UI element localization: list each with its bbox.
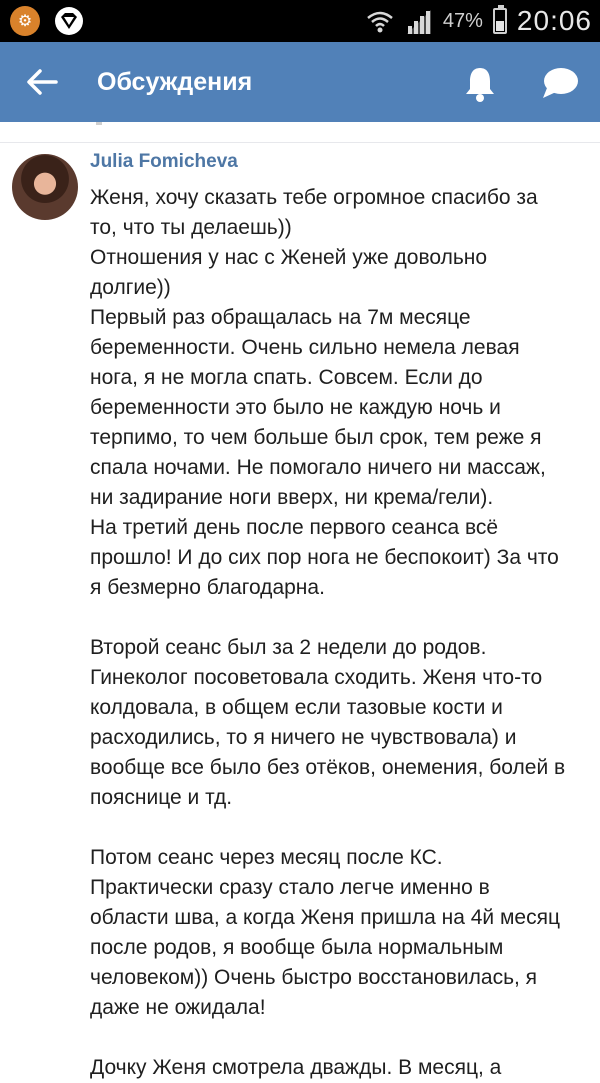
- wifi-icon: [365, 6, 395, 36]
- divider: [0, 142, 600, 143]
- comment-author[interactable]: Julia Fomicheva: [90, 151, 238, 172]
- comment-line: Практически сразу стало легче именно в: [90, 876, 490, 899]
- bell-icon[interactable]: [463, 64, 497, 104]
- comment-line: Женя, хочу сказать тебе огромное спасибо за: [90, 186, 538, 209]
- comment-line: Второй сеанс был за 2 недели до родов.: [90, 636, 487, 659]
- status-right: [365, 0, 592, 42]
- paragraph-gap: [90, 603, 590, 633]
- clock: 20:06: [516, 5, 592, 36]
- battery-percentage: 47%: [442, 9, 483, 32]
- comment-line: вообще все было без отёков, онемения, болей в: [90, 756, 566, 779]
- avatar[interactable]: [12, 154, 78, 220]
- comment-line: даже не ожидала!: [90, 996, 266, 1019]
- paragraph-gap: [90, 1023, 590, 1053]
- signal-icon: [405, 6, 433, 36]
- comment-line: прошло! И до сих пор нога не беспокоит) За что: [90, 546, 559, 569]
- paragraph-gap: [90, 813, 590, 843]
- comment-line: Дочку Женя смотрела дважды. В месяц, а: [90, 1056, 502, 1079]
- comment-line: ни задирание ноги вверх, ни крема/гели).: [90, 486, 494, 509]
- comment-line: терпимо, то чем больше был срок, тем реже я: [90, 426, 542, 449]
- comment-line: Отношения у нас с Женей уже довольно: [90, 246, 488, 269]
- comment-line: пояснице и тд.: [90, 786, 233, 809]
- comment-line: долгие)): [90, 276, 171, 299]
- comment-line: Потом сеанс через месяц после КС.: [90, 846, 443, 869]
- comment-line: после родов, я вообще была нормальным: [90, 936, 504, 959]
- comment-line: то, что ты делаешь)): [90, 216, 292, 239]
- comment-line: Первый раз обращалась на 7м месяце: [90, 306, 471, 329]
- app-bar: [0, 42, 600, 122]
- comment-line: Гинеколог посоветовала сходить. Женя что-то: [90, 666, 543, 689]
- comment-line: спала ночами. Не помогало ничего ни массаж,: [90, 456, 546, 479]
- page-title: Обсуждения: [97, 68, 253, 96]
- comment-line: нога, я не могла спать. Совсем. Если до: [90, 366, 483, 389]
- comment-line: На третий день после первого сеанса всё: [90, 516, 499, 539]
- comment-line: беременности это было не каждую ночь и: [90, 396, 501, 419]
- gem-icon: [54, 6, 84, 36]
- bug-icon: ⚙: [10, 6, 40, 36]
- comment-line: я безмерно благодарна.: [90, 576, 325, 599]
- battery-icon: [493, 8, 507, 34]
- comment-text: [90, 183, 590, 1083]
- status-bar: [0, 0, 600, 42]
- scroll-remnant: [96, 122, 102, 125]
- status-left: [10, 6, 84, 36]
- comment-line: расходились, то я ничего не чувствовала) и: [90, 726, 517, 749]
- chat-bubble-icon[interactable]: [540, 66, 580, 102]
- comment-line: колдовала, в общем если тазовые кости и: [90, 696, 503, 719]
- back-arrow-icon[interactable]: [22, 62, 62, 102]
- comment-line: человеком)) Очень быстро восстановилась, я: [90, 966, 538, 989]
- comment-line: области шва, а когда Женя пришла на 4й месяц: [90, 906, 560, 929]
- comment-line: беременности. Очень сильно немела левая: [90, 336, 520, 359]
